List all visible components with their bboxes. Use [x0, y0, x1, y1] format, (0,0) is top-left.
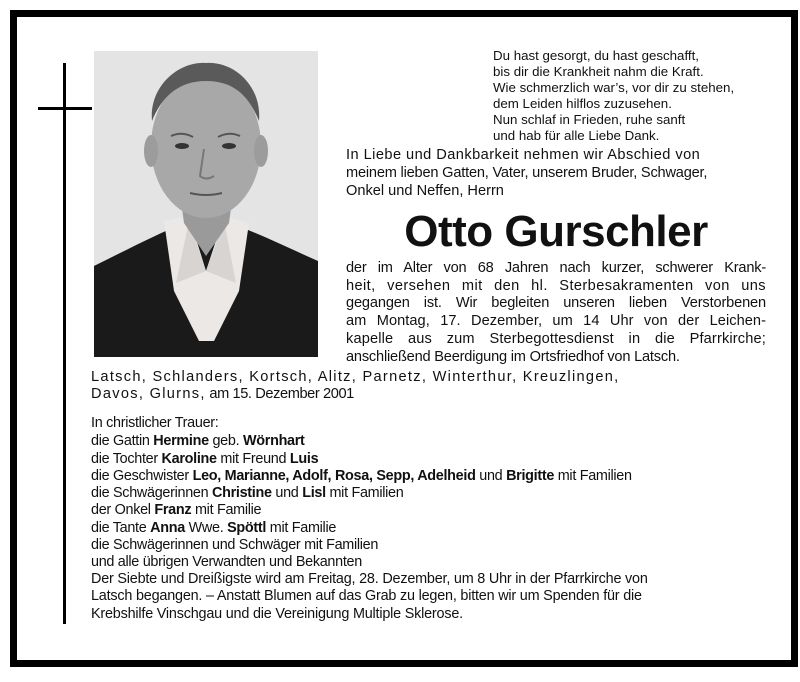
mourner-relation-text: mit Freund	[216, 450, 290, 467]
intro-paragraph	[346, 146, 766, 200]
mourner-relation-text: mit Familie	[191, 502, 262, 519]
closing-notice	[91, 571, 781, 623]
mourner-relation-text: mit Familien	[325, 485, 404, 502]
mourner-name: Karoline	[161, 450, 217, 467]
poem-line: Du hast gesorgt, du hast geschafft,	[493, 48, 699, 63]
mourner-relation-text: und alle übrigen Verwandten und Bekannten	[91, 554, 362, 571]
portrait-photo	[94, 51, 318, 357]
mourner-rows	[91, 433, 781, 571]
deceased-name: Otto Gurschler	[404, 207, 708, 256]
announcement-line: der im Alter von 68 Jahren nach kurzer, schwerer Krank-	[346, 260, 766, 276]
cross-horizontal-bar	[38, 107, 92, 110]
mourner-relation-text: und	[271, 485, 303, 502]
intro-line: meinem lieben Gatten, Vater, unserem Bruder, Schwager,	[346, 165, 708, 181]
portrait-illustration	[94, 51, 318, 357]
mourner-relation-text: der Onkel	[91, 502, 155, 519]
mourner-relation-text: die Schwägerinnen	[91, 485, 213, 502]
closing-line: Latsch begangen. – Anstatt Blumen auf das Grab zu legen, bitten wir um Spenden für die	[91, 588, 642, 605]
announcement-paragraph	[346, 260, 766, 366]
mourner-name: Christine	[212, 485, 272, 502]
poem-line: Wie schmerzlich war’s, vor dir zu stehen,	[493, 80, 735, 95]
mourner-row	[91, 520, 781, 537]
mourner-relation-text: mit Familien	[554, 467, 632, 484]
places-date-line	[91, 386, 771, 403]
mourner-relation-text: und	[475, 467, 507, 484]
date-text: am 15. Dezember 2001	[205, 386, 354, 402]
mourner-name: Leo, Marianne, Adolf, Rosa, Sepp, Adelheid	[192, 467, 476, 484]
mourner-name: Luis	[289, 450, 319, 467]
mourner-relation-text: Wwe.	[184, 519, 228, 536]
intro-line: In Liebe und Dankbarkeit nehmen wir Abschied von	[346, 147, 701, 163]
mourner-row	[91, 485, 781, 502]
announcement-line: kapelle aus zum Sterbegottesdienst in die Pfarrkirche;	[346, 330, 766, 347]
mourner-name: Lisl	[302, 485, 326, 502]
mourners-list	[91, 415, 781, 572]
mourner-relation-text: die Tochter	[91, 450, 162, 467]
announcement-line: heit, versehen mit den hl. Sterbesakramenten von uns	[346, 277, 766, 294]
mourner-name: Brigitte	[506, 467, 555, 484]
announcement-line: anschließend Beerdigung im Ortsfriedhof von Latsch.	[346, 348, 680, 365]
poem-line: bis dir die Krankheit nahm die Kraft.	[493, 64, 704, 79]
places-line-2: Davos, Glurns,	[91, 386, 206, 402]
mourner-relation-text: geb.	[208, 433, 243, 450]
mourner-name: Spöttl	[227, 519, 267, 536]
memorial-poem	[493, 48, 793, 144]
mourner-name: Hermine	[153, 433, 209, 450]
places-line: Latsch, Schlanders, Kortsch, Alitz, Parnetz, Winterthur, Kreuzlingen,	[91, 369, 620, 385]
poem-line: und hab für alle Liebe Dank.	[493, 128, 660, 143]
mourner-name: Anna	[150, 519, 185, 536]
mourners-heading: In christlicher Trauer:	[91, 415, 219, 431]
mourner-relation-text: mit Familie	[266, 519, 337, 536]
announcement-line: gegangen ist. Wir begleiten unseren lieben Verstorbenen	[346, 295, 766, 312]
mourner-row	[91, 451, 781, 468]
mourner-row	[91, 502, 781, 519]
mourner-relation-text: die Tante	[91, 519, 151, 536]
places-and-date	[91, 369, 771, 403]
closing-line: Krebshilfe Vinschgau und die Vereinigung Multiple Sklerose.	[91, 605, 463, 622]
mourner-row	[91, 554, 781, 571]
mourner-row	[91, 433, 781, 450]
intro-line: Onkel und Neffen, Herrn	[346, 183, 504, 199]
mourner-name: Franz	[154, 502, 192, 519]
closing-line: Der Siebte und Dreißigste wird am Freitag, 28. Dezember, um 8 Uhr in der Pfarrkirche von	[91, 571, 648, 587]
poem-line: dem Leiden hilflos zuzusehen.	[493, 96, 672, 111]
mourner-row	[91, 537, 781, 554]
cross-vertical-bar	[63, 63, 66, 624]
poem-line: Nun schlaf in Frieden, ruhe sanft	[493, 112, 686, 127]
mourner-row	[91, 468, 781, 485]
mourner-relation-text: die Geschwister	[91, 467, 193, 484]
mourner-relation-text: die Gattin	[91, 433, 154, 450]
mourner-name: Wörnhart	[243, 433, 305, 450]
mourner-relation-text: die Schwägerinnen und Schwäger mit Familien	[91, 537, 379, 554]
announcement-line: am Montag, 17. Dezember, um 14 Uhr von der Leichen-	[346, 313, 766, 330]
